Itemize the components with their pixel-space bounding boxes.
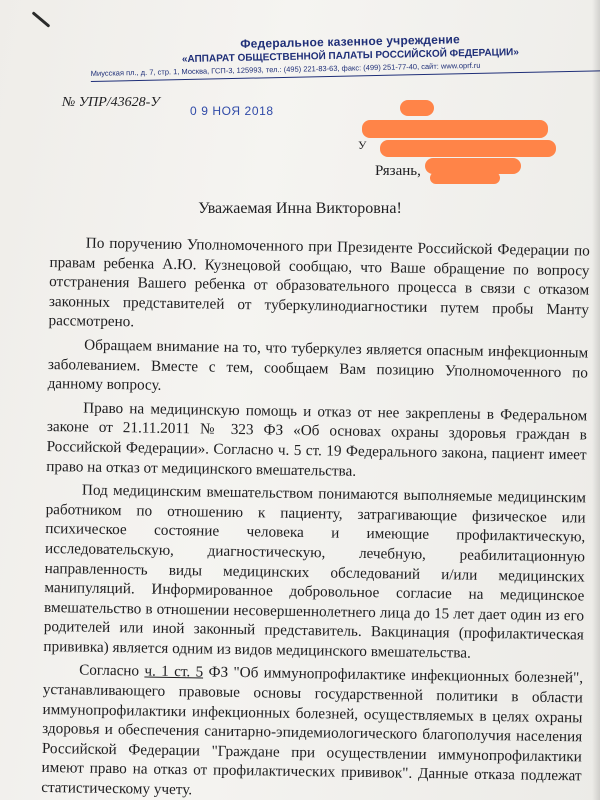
org-name: «АППАРАТ ОБЩЕСТВЕННОЙ ПАЛАТЫ РОССИЙСКОЙ ФЕДЕРАЦИИ» — [181, 47, 519, 66]
letterhead — [90, 29, 600, 82]
paragraph-last — [41, 660, 583, 800]
org-address: Миусская пл., д. 7, стр. 1, Москва, ГСП-3, 125993, тел.: (495) 221-83-63, факс: (499) 251-77-40, сайт: www.oprf.ru — [90, 60, 481, 78]
paragraph-rest: ФЗ "Об иммунопрофилактике инфекционных болезней", устанавливающего правовые основы государственной политики в области иммунопрофилактики инфекционных болезней, осуществляемых в целях охраны здоровья и обеспечения санитарно-эпидемиологического благополучия населения Российской Федерации "Граждане при осуществлении иммунопрофилактики имеют право на отказ от профилактических прививок". Данные отказа подлежат статистическому учету. — [41, 663, 584, 799]
redaction-line-2 — [362, 120, 548, 138]
recipient-mark: У — [358, 138, 367, 152]
org-type: Федеральное казенное учреждение — [240, 32, 461, 51]
letter-body — [41, 233, 590, 800]
page-shadow — [592, 0, 600, 800]
registration-number: № УПР/43628-У — [62, 95, 160, 110]
date-stamp: 0 9 НОЯ 2018 — [190, 104, 274, 118]
greeting: Уважаемая Инна Викторовна! — [198, 200, 402, 217]
law-reference-link: ч. 1 ст. 5 — [144, 663, 204, 681]
paragraph-lead: Согласно — [78, 661, 140, 680]
paragraph: Под медицинским вмешательством понимаются выполняемые медицинским работником по отношению к пациенту, затрагивающие физическое или психическое состояние человека и имеющие профилактическую, исследовательскую, диагностическую, лечебную, реабилитационную направленность виды медицинских обследований и/или медицинских манипуляций. Информированное добровольное согласие на медицинское вмешательство в отношении несовершеннолетнего лица до 15 лет дает один из его родителей или иной законный представитель. Вакцинация (профилактическая прививка) является одним из видов медицинского вмешательства. — [43, 481, 587, 662]
pen-mark — [32, 11, 51, 27]
redaction-line-3 — [380, 140, 556, 157]
redaction-line-1 — [400, 100, 434, 116]
recipient-city: Рязань, — [375, 163, 421, 179]
paragraph: По поручению Уполномоченного при Президенте Российской Федерации по правам ребенка А.Ю. Кузнецовой сообщаю, что Ваше обращение по вопросу отстранения Вашего ребенка от образовательного процесса в связи с отказом законных представителей от туберкулинодиагностики путем пробы Манту рассмотрено. — [48, 234, 590, 331]
paragraph: Обращаем внимание на то, что туберкулез является опасным инфекционным заболеванием. Вместе с тем, сообщаем Вам позицию Уполномоченного по данному вопросу. — [47, 336, 589, 394]
paragraph: Право на медицинскую помощь и отказ от нее закреплены в Федеральном законе от 21.11.2011 № 323 ФЗ «Об основах охраны здоровья граждан в Российской Федерации». Согласно ч. 5 ст. 19 Федерального закона, пациент имеет право на отказ от медицинского вмешательства. — [46, 399, 588, 480]
redaction-line-5 — [430, 172, 500, 184]
